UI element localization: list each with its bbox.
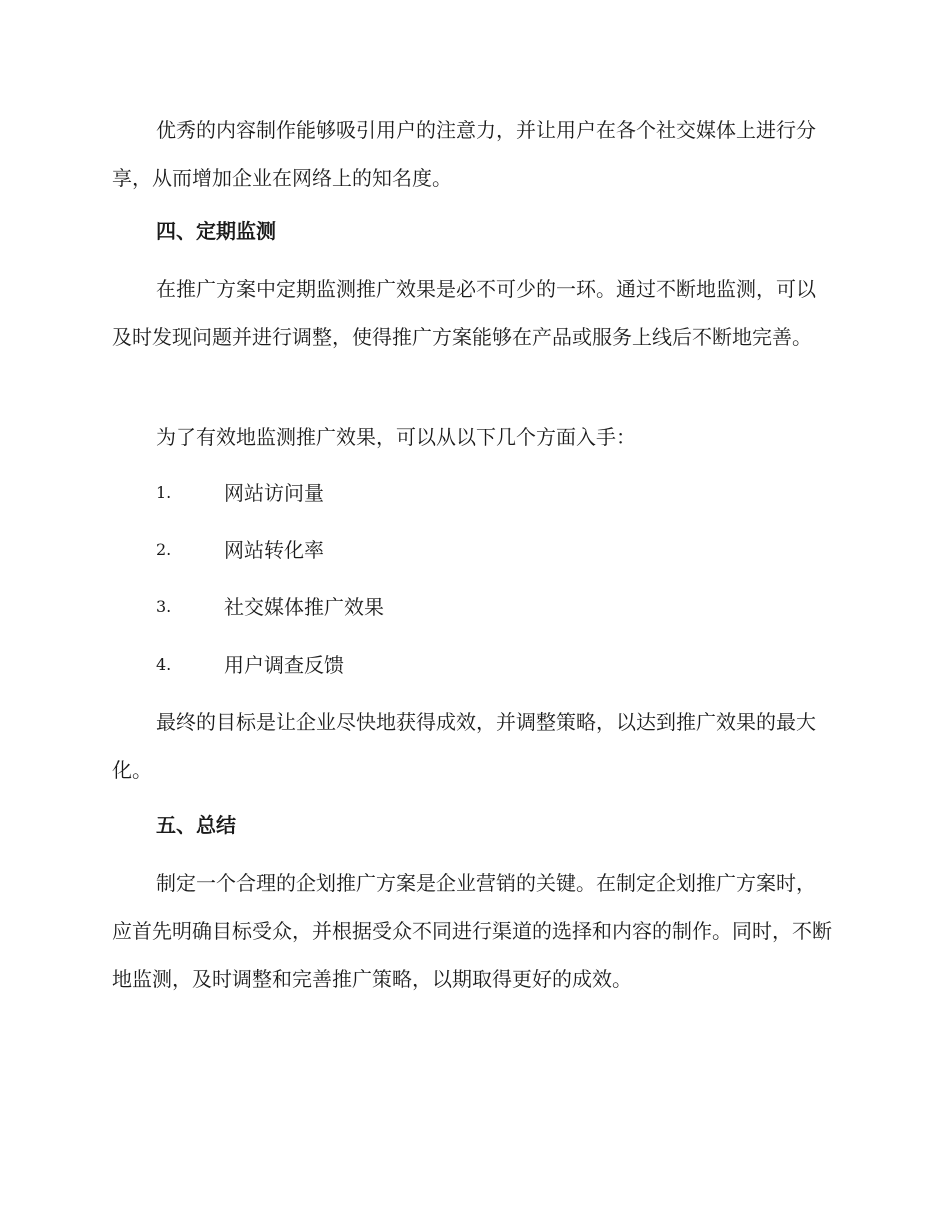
list-item-number: 4. <box>156 655 172 674</box>
section-4-paragraph-1: 在推广方案中定期监测推广效果是必不可少的一环。通过不断地监测，可以及时发现问题并进行调整，使得推广方案能够在产品或服务上线后不断地完善。 <box>112 277 816 349</box>
list-item <box>156 535 324 565</box>
list-item-label: 社交媒体推广效果 <box>224 595 384 619</box>
list-item-number: 2. <box>156 540 172 559</box>
list-item <box>156 650 344 680</box>
list-item-number: 1. <box>156 483 172 502</box>
section-4-paragraph-2: 为了有效地监测推广效果，可以从以下几个方面入手： <box>156 425 636 449</box>
section-4-paragraph-3: 最终的目标是让企业尽快地获得成效，并调整策略，以达到推广效果的最大化。 <box>112 710 816 782</box>
list-item <box>156 478 324 508</box>
section-5-heading: 五、总结 <box>156 813 236 837</box>
section-5-paragraph-1: 制定一个合理的企划推广方案是企业营销的关键。在制定企划推广方案时，应首先明确目标受众，并根据受众不同进行渠道的选择和内容的制作。同时，不断地监测，及时调整和完善推广策略，以期取得更好的成效。 <box>112 871 832 991</box>
list-item-number: 3. <box>156 597 172 616</box>
list-item-label: 网站访问量 <box>224 481 324 505</box>
list-item-label: 网站转化率 <box>224 538 324 562</box>
section-4-heading: 四、定期监测 <box>156 219 276 243</box>
list-item-label: 用户调查反馈 <box>224 653 344 677</box>
list-item <box>156 592 384 622</box>
intro-paragraph: 优秀的内容制作能够吸引用户的注意力，并让用户在各个社交媒体上进行分享，从而增加企业在网络上的知名度。 <box>112 118 816 190</box>
